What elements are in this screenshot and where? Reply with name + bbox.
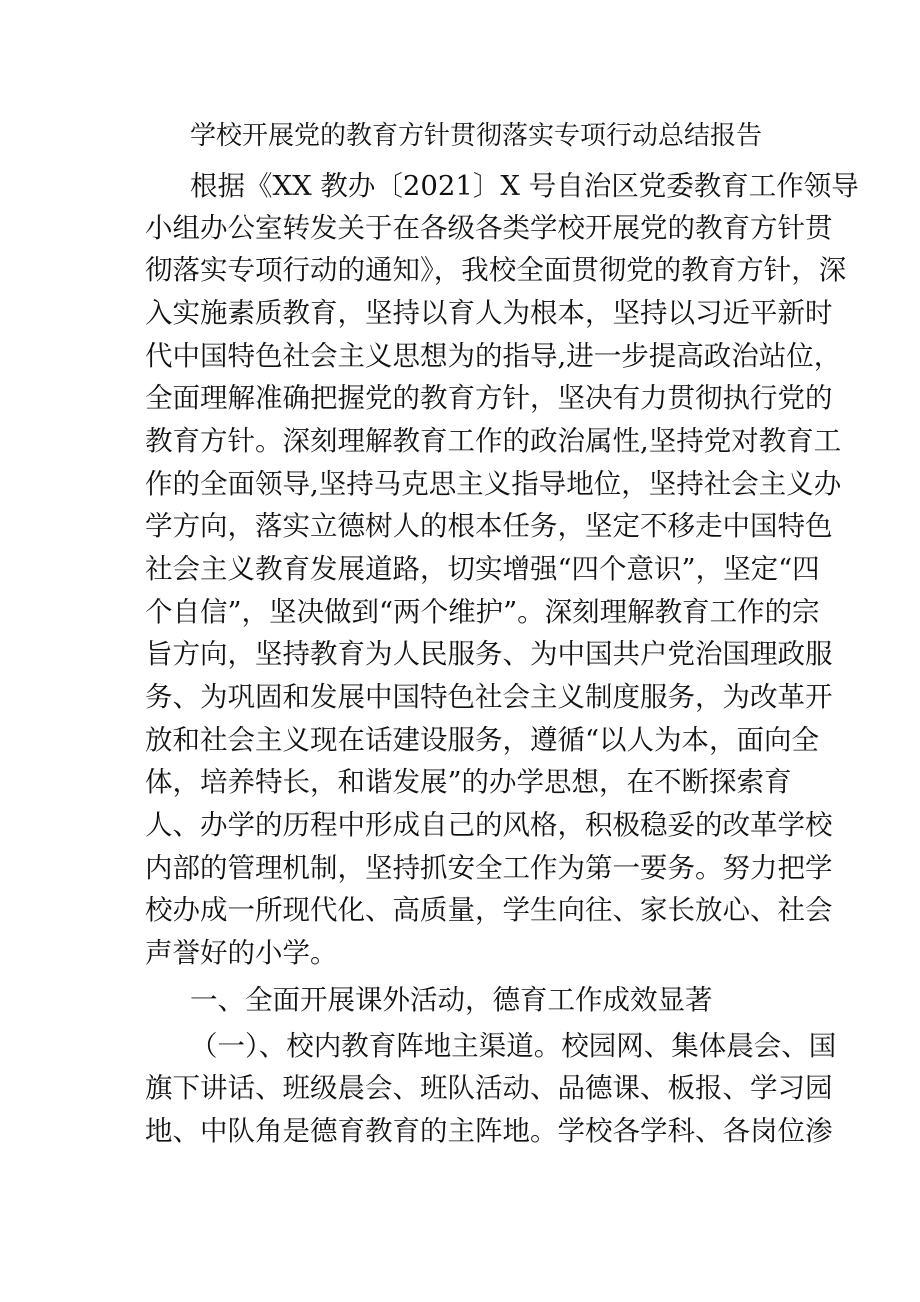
paragraph-1-line-14: 放和社会主义现在话建设服务，遵循“以人为本，面向全	[145, 724, 820, 756]
paragraph-1-line-18: 校办成一所现代化、高质量，学生向往、家长放心、社会	[145, 894, 833, 926]
paragraph-1-line-19: 声誉好的小学。	[145, 937, 338, 969]
section-1-heading: 一、全面开展课外活动，德育工作成效显著	[190, 984, 713, 1016]
paragraph-1-line-12: 旨方向，坚持教育为人民服务、为中国共户党治国理政服	[145, 638, 833, 670]
paragraph-1-line-15: 体，培养特长，和谐发展”的办学思想，在不断探索育	[145, 766, 792, 798]
paragraph-1-line-7: 教育方针。深刻理解教育工作的政治属性,坚持党对教育工	[145, 425, 842, 457]
paragraph-1-line-11: 个自信”，坚决做到“两个维护”。深刻理解教育工作的宗	[145, 596, 820, 628]
paragraph-1-line-13: 务、为巩固和发展中国特色社会主义制度服务，为改革开	[145, 681, 833, 713]
paragraph-1-line-5: 代中国特色社会主义思想为的指导,进一步提高政治站位，	[145, 340, 842, 372]
paragraph-1-line-9: 学方向，落实立德树人的根本任务，坚定不移走中国特色	[145, 510, 833, 542]
paragraph-1-line-10: 社会主义教育发展道路，切实增强“四个意识”，坚定“四	[145, 553, 820, 585]
paragraph-2-line-3: 地、中队角是德育教育的主阵地。学校各学科、各岗位渗	[145, 1115, 833, 1147]
paragraph-1-line-8: 作的全面领导,坚持马克思主义指导地位，坚持社会主义办	[145, 468, 842, 500]
paragraph-2-line-1: （一）、校内教育阵地主渠道。校园网、集体晨会、国	[190, 1030, 837, 1062]
paragraph-1-line-17: 内部的管理机制，坚持抓安全工作为第一要务。努力把学	[145, 852, 833, 884]
paragraph-1-line-3: 彻落实专项行动的通知》，我校全面贯彻党的教育方针，深	[145, 254, 847, 286]
paragraph-2-line-2: 旗下讲话、班级晨会、班队活动、品德课、板报、学习园	[145, 1072, 833, 1104]
paragraph-1-line-1: 根据《XX 教办〔2021〕X 号自治区党委教育工作领导	[190, 170, 859, 202]
paragraph-1-line-16: 人、办学的历程中形成自己的风格，积极稳妥的改革学校	[145, 809, 833, 841]
paragraph-1-line-4: 入实施素质教育，坚持以育人为根本，坚持以习近平新时	[145, 297, 833, 329]
paragraph-1-line-2: 小组办公室转发关于在各级各类学校开展党的教育方针贯	[145, 212, 833, 244]
paragraph-1-line-6: 全面理解准确把握党的教育方针，坚决有力贯彻执行党的	[145, 382, 833, 414]
document-title: 学校开展党的教育方针贯彻落实专项行动总结报告	[190, 121, 763, 151]
